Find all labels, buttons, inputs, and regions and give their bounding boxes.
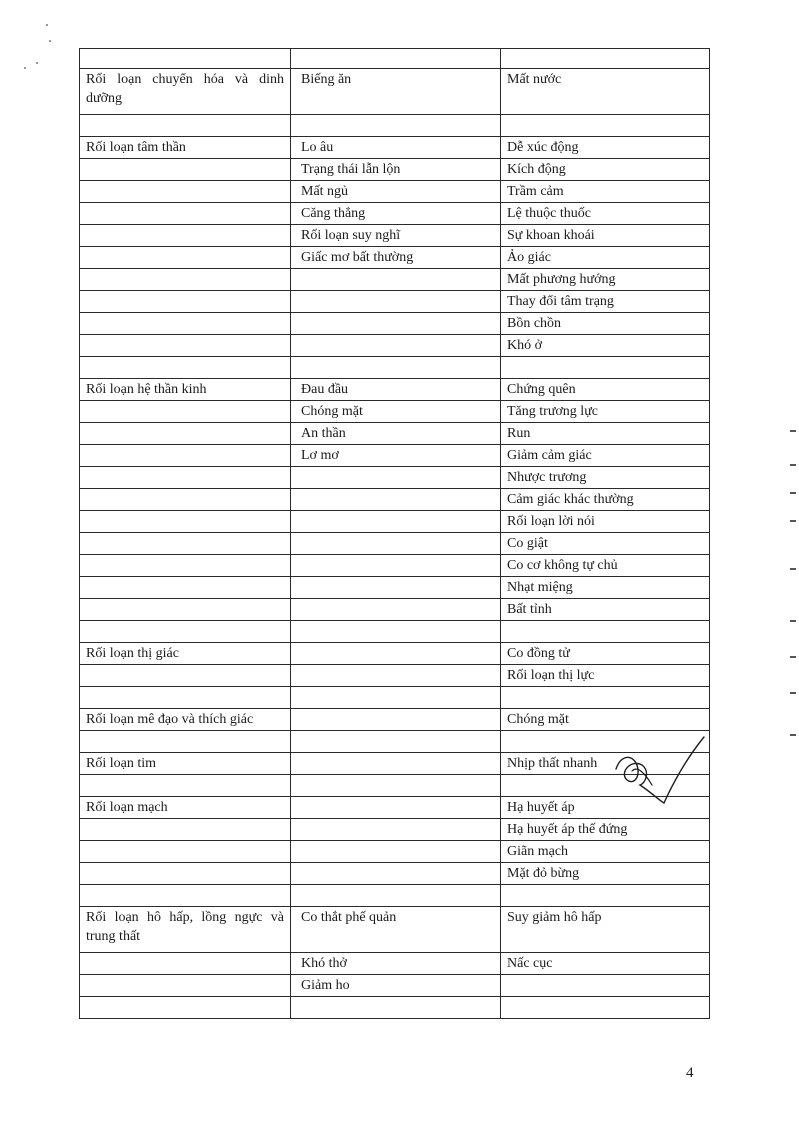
- scan-specks: [22, 14, 52, 74]
- organ-class-cell: [80, 401, 291, 423]
- common-reaction-cell: [291, 643, 501, 665]
- uncommon-reaction-cell: [501, 885, 710, 907]
- common-reaction-cell: [291, 621, 501, 643]
- organ-class-cell: Rối loạn hệ thần kinh: [80, 379, 291, 401]
- common-reaction-cell: [291, 775, 501, 797]
- table-row: [80, 731, 710, 753]
- organ-class-cell: [80, 203, 291, 225]
- organ-class-cell: Rối loạn thị giác: [80, 643, 291, 665]
- uncommon-reaction-cell: Ảo giác: [501, 247, 710, 269]
- common-reaction-cell: Lo âu: [291, 137, 501, 159]
- common-reaction-cell: [291, 577, 501, 599]
- organ-class-cell: [80, 445, 291, 467]
- organ-class-cell: [80, 975, 291, 997]
- uncommon-reaction-cell: [501, 997, 710, 1019]
- organ-class-cell: [80, 621, 291, 643]
- organ-class-cell: Rối loạn mê đạo và thích giác: [80, 709, 291, 731]
- common-reaction-cell: [291, 797, 501, 819]
- organ-class-cell: [80, 489, 291, 511]
- uncommon-reaction-cell: Co đồng tử: [501, 643, 710, 665]
- common-reaction-cell: [291, 467, 501, 489]
- organ-class-cell: [80, 115, 291, 137]
- table-row: [80, 555, 710, 577]
- common-reaction-cell: Giấc mơ bất thường: [291, 247, 501, 269]
- table-row: [80, 775, 710, 797]
- common-reaction-cell: Khó thở: [291, 953, 501, 975]
- table-row: [80, 665, 710, 687]
- uncommon-reaction-cell: Cảm giác khác thường: [501, 489, 710, 511]
- table-row: [80, 997, 710, 1019]
- table-row: [80, 953, 710, 975]
- organ-class-cell: [80, 863, 291, 885]
- organ-class-cell: [80, 269, 291, 291]
- table-row: [80, 489, 710, 511]
- organ-class-cell: Rối loạn mạch: [80, 797, 291, 819]
- common-reaction-cell: Giảm ho: [291, 975, 501, 997]
- uncommon-reaction-cell: Nhược trương: [501, 467, 710, 489]
- uncommon-reaction-cell: Mất phương hướng: [501, 269, 710, 291]
- table-row: [80, 401, 710, 423]
- organ-class-cell: [80, 49, 291, 69]
- organ-class-cell: [80, 841, 291, 863]
- uncommon-reaction-cell: Nấc cục: [501, 953, 710, 975]
- table-row: [80, 687, 710, 709]
- uncommon-reaction-cell: Dễ xúc động: [501, 137, 710, 159]
- common-reaction-cell: Biếng ăn: [291, 69, 501, 115]
- table-row: [80, 511, 710, 533]
- table-row: [80, 975, 710, 997]
- uncommon-reaction-cell: Chóng mặt: [501, 709, 710, 731]
- uncommon-reaction-cell: Bồn chồn: [501, 313, 710, 335]
- organ-class-cell: [80, 665, 291, 687]
- organ-class-cell: [80, 291, 291, 313]
- table-row: [80, 467, 710, 489]
- common-reaction-cell: [291, 863, 501, 885]
- organ-class-cell: [80, 467, 291, 489]
- table-row: [80, 225, 710, 247]
- table-row: [80, 335, 710, 357]
- table-row: [80, 599, 710, 621]
- table-row: [80, 357, 710, 379]
- uncommon-reaction-cell: Run: [501, 423, 710, 445]
- common-reaction-cell: [291, 269, 501, 291]
- common-reaction-cell: An thần: [291, 423, 501, 445]
- organ-class-cell: [80, 819, 291, 841]
- uncommon-reaction-cell: [501, 775, 710, 797]
- table-row: [80, 313, 710, 335]
- table-row: [80, 445, 710, 467]
- common-reaction-cell: [291, 687, 501, 709]
- uncommon-reaction-cell: Rối loạn thị lực: [501, 665, 710, 687]
- common-reaction-cell: Mất ngủ: [291, 181, 501, 203]
- uncommon-reaction-cell: [501, 49, 710, 69]
- common-reaction-cell: [291, 731, 501, 753]
- uncommon-reaction-cell: Trầm cảm: [501, 181, 710, 203]
- organ-class-cell: [80, 885, 291, 907]
- organ-class-cell: [80, 687, 291, 709]
- common-reaction-cell: [291, 555, 501, 577]
- organ-class-cell: [80, 555, 291, 577]
- uncommon-reaction-cell: Giãn mạch: [501, 841, 710, 863]
- uncommon-reaction-cell: Kích động: [501, 159, 710, 181]
- table-body: [80, 49, 710, 1019]
- common-reaction-cell: [291, 335, 501, 357]
- table-row: [80, 797, 710, 819]
- uncommon-reaction-cell: Bất tỉnh: [501, 599, 710, 621]
- organ-class-cell: [80, 313, 291, 335]
- common-reaction-cell: Chóng mặt: [291, 401, 501, 423]
- table-row: [80, 753, 710, 775]
- organ-class-cell: [80, 731, 291, 753]
- common-reaction-cell: Trạng thái lẫn lộn: [291, 159, 501, 181]
- organ-class-cell: [80, 335, 291, 357]
- table-row: [80, 841, 710, 863]
- organ-class-cell: [80, 599, 291, 621]
- table-row: [80, 137, 710, 159]
- uncommon-reaction-cell: [501, 687, 710, 709]
- table-row: [80, 269, 710, 291]
- table-row: [80, 423, 710, 445]
- common-reaction-cell: [291, 533, 501, 555]
- table-row: [80, 49, 710, 69]
- uncommon-reaction-cell: Co giật: [501, 533, 710, 555]
- common-reaction-cell: [291, 291, 501, 313]
- uncommon-reaction-cell: Hạ huyết áp: [501, 797, 710, 819]
- common-reaction-cell: [291, 841, 501, 863]
- uncommon-reaction-cell: Suy giảm hô hấp: [501, 907, 710, 953]
- organ-class-cell: [80, 533, 291, 555]
- common-reaction-cell: Co thắt phế quản: [291, 907, 501, 953]
- table-row: [80, 643, 710, 665]
- uncommon-reaction-cell: Sự khoan khoái: [501, 225, 710, 247]
- uncommon-reaction-cell: Rối loạn lời nói: [501, 511, 710, 533]
- common-reaction-cell: Lơ mơ: [291, 445, 501, 467]
- table-row: [80, 885, 710, 907]
- adverse-reactions-table: [79, 48, 710, 1019]
- uncommon-reaction-cell: Giảm cảm giác: [501, 445, 710, 467]
- uncommon-reaction-cell: Co cơ không tự chủ: [501, 555, 710, 577]
- uncommon-reaction-cell: [501, 115, 710, 137]
- table-row: [80, 709, 710, 731]
- organ-class-cell: Rối loạn hô hấp, lồng ngực và trung thất: [80, 907, 291, 953]
- common-reaction-cell: Căng thẳng: [291, 203, 501, 225]
- table-row: [80, 621, 710, 643]
- organ-class-cell: Rối loạn chuyển hóa và dinh dưỡng: [80, 69, 291, 115]
- uncommon-reaction-cell: Mặt đỏ bừng: [501, 863, 710, 885]
- table-row: [80, 247, 710, 269]
- common-reaction-cell: [291, 49, 501, 69]
- table-row: [80, 533, 710, 555]
- table-row: [80, 115, 710, 137]
- table-row: [80, 863, 710, 885]
- common-reaction-cell: [291, 115, 501, 137]
- uncommon-reaction-cell: [501, 357, 710, 379]
- organ-class-cell: [80, 511, 291, 533]
- table-row: [80, 69, 710, 115]
- common-reaction-cell: Đau đầu: [291, 379, 501, 401]
- organ-class-cell: [80, 577, 291, 599]
- common-reaction-cell: [291, 997, 501, 1019]
- organ-class-cell: [80, 953, 291, 975]
- table-row: [80, 907, 710, 953]
- table-row: [80, 291, 710, 313]
- organ-class-cell: [80, 181, 291, 203]
- uncommon-reaction-cell: [501, 975, 710, 997]
- common-reaction-cell: [291, 511, 501, 533]
- common-reaction-cell: [291, 819, 501, 841]
- uncommon-reaction-cell: Thay đổi tâm trạng: [501, 291, 710, 313]
- common-reaction-cell: [291, 357, 501, 379]
- uncommon-reaction-cell: Hạ huyết áp thế đứng: [501, 819, 710, 841]
- organ-class-cell: Rối loạn tâm thần: [80, 137, 291, 159]
- organ-class-cell: [80, 247, 291, 269]
- uncommon-reaction-cell: [501, 731, 710, 753]
- organ-class-cell: [80, 357, 291, 379]
- common-reaction-cell: [291, 599, 501, 621]
- organ-class-cell: [80, 423, 291, 445]
- uncommon-reaction-cell: Chứng quên: [501, 379, 710, 401]
- common-reaction-cell: [291, 753, 501, 775]
- uncommon-reaction-cell: Tăng trương lực: [501, 401, 710, 423]
- uncommon-reaction-cell: Nhịp thất nhanh: [501, 753, 710, 775]
- common-reaction-cell: [291, 709, 501, 731]
- common-reaction-cell: [291, 885, 501, 907]
- table-row: [80, 181, 710, 203]
- uncommon-reaction-cell: Khó ở: [501, 335, 710, 357]
- table-row: [80, 159, 710, 181]
- common-reaction-cell: [291, 313, 501, 335]
- uncommon-reaction-cell: Nhạt miệng: [501, 577, 710, 599]
- table-row: [80, 203, 710, 225]
- common-reaction-cell: [291, 665, 501, 687]
- common-reaction-cell: [291, 489, 501, 511]
- table-row: [80, 819, 710, 841]
- table-row: [80, 577, 710, 599]
- common-reaction-cell: Rối loạn suy nghĩ: [291, 225, 501, 247]
- scan-edge-marks: [790, 430, 798, 750]
- page-number: 4: [686, 1065, 694, 1081]
- uncommon-reaction-cell: Mất nước: [501, 69, 710, 115]
- uncommon-reaction-cell: [501, 621, 710, 643]
- uncommon-reaction-cell: Lệ thuộc thuốc: [501, 203, 710, 225]
- organ-class-cell: [80, 997, 291, 1019]
- organ-class-cell: Rối loạn tim: [80, 753, 291, 775]
- organ-class-cell: [80, 225, 291, 247]
- organ-class-cell: [80, 159, 291, 181]
- organ-class-cell: [80, 775, 291, 797]
- table-row: [80, 379, 710, 401]
